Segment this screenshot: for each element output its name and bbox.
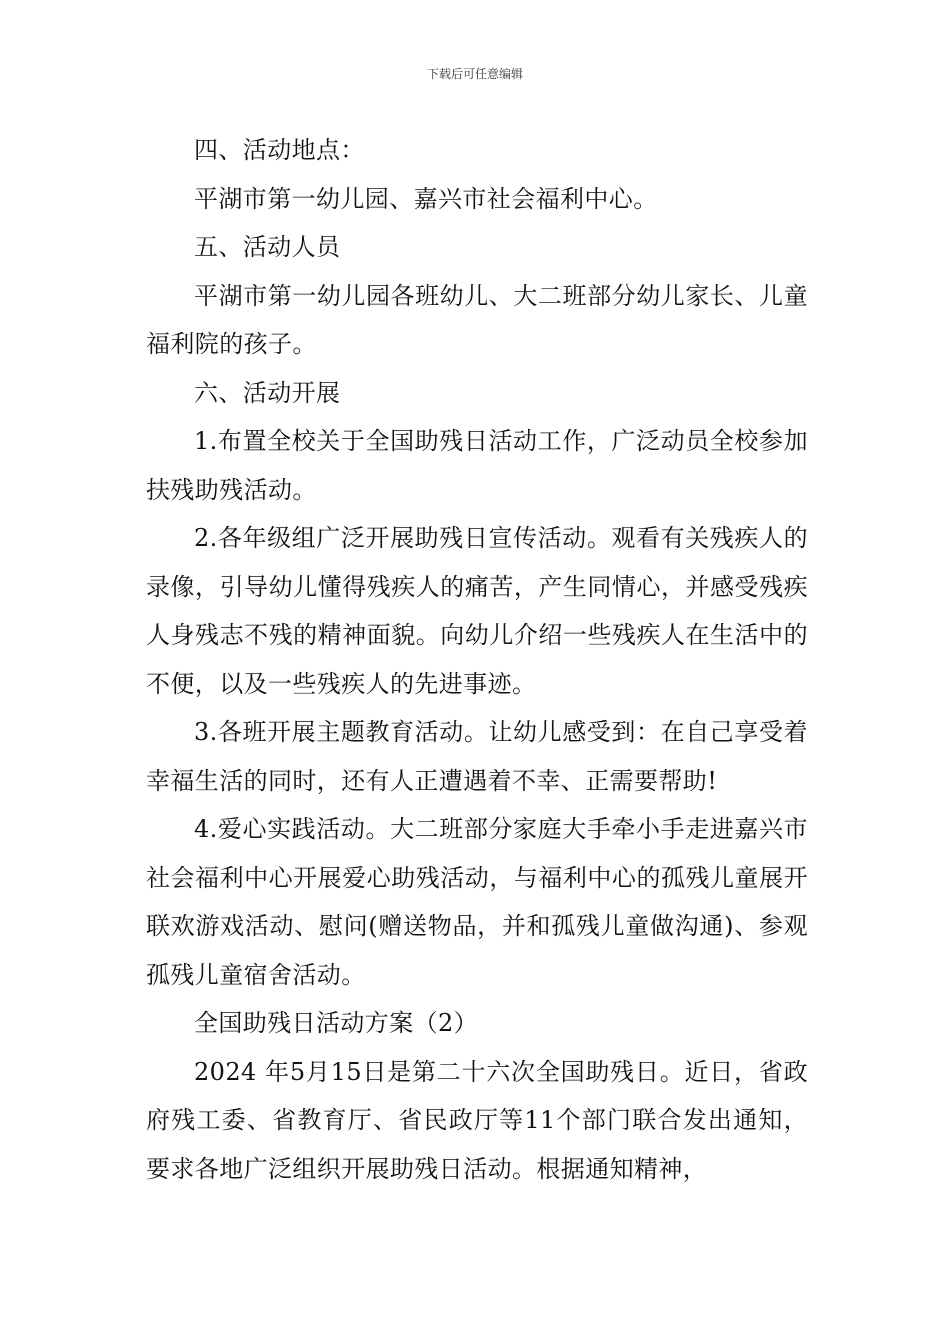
section-title-plan-2: 全国助残日活动方案（2） <box>194 1009 479 1037</box>
section-heading-participants: 五、活动人员 <box>194 233 341 261</box>
paragraph-activity-3: 3.各班开展主题教育活动。让幼儿感受到：在自己享受着幸福生活的同时，还有人正遭遇着不幸、正需要帮助! <box>146 718 808 795</box>
page-header: 下载后可任意编辑 <box>426 67 523 81</box>
document-body <box>146 126 808 1193</box>
paragraph-activity-1: 1.布置全校关于全国助残日活动工作，广泛动员全校参加扶残助残活动。 <box>146 427 808 504</box>
paragraph-activity-2: 2.各年级组广泛开展助残日宣传活动。观看有关残疾人的录像，引导幼儿懂得残疾人的痛苦，产生同情心，并感受残疾人身残志不残的精神面貌。向幼儿介绍一些残疾人在生活中的不便，以及一些残疾人的先进事迹。 <box>146 524 808 698</box>
paragraph-plan-2-intro: 2024 年5月15日是第二十六次全国助残日。近日，省政府残工委、省教育厅、省民政厅等11个部门联合发出通知，要求各地广泛组织开展助残日活动。根据通知精神， <box>146 1057 808 1183</box>
paragraph-location: 平湖市第一幼儿园、嘉兴市社会福利中心。 <box>194 184 658 213</box>
paragraph-participants: 平湖市第一幼儿园各班幼儿、大二班部分幼儿家长、儿童福利院的孩子。 <box>146 281 808 358</box>
paragraph-activity-4: 4.爱心实践活动。大二班部分家庭大手牵小手走进嘉兴市社会福利中心开展爱心助残活动，与福利中心的孤残儿童展开联欢游戏活动、慰问(赠送物品，并和孤残儿童做沟通)、参观孤残儿童宿舍活动。 <box>146 815 808 989</box>
section-heading-activities: 六、活动开展 <box>194 378 341 407</box>
section-heading-location: 四、活动地点： <box>194 136 365 164</box>
